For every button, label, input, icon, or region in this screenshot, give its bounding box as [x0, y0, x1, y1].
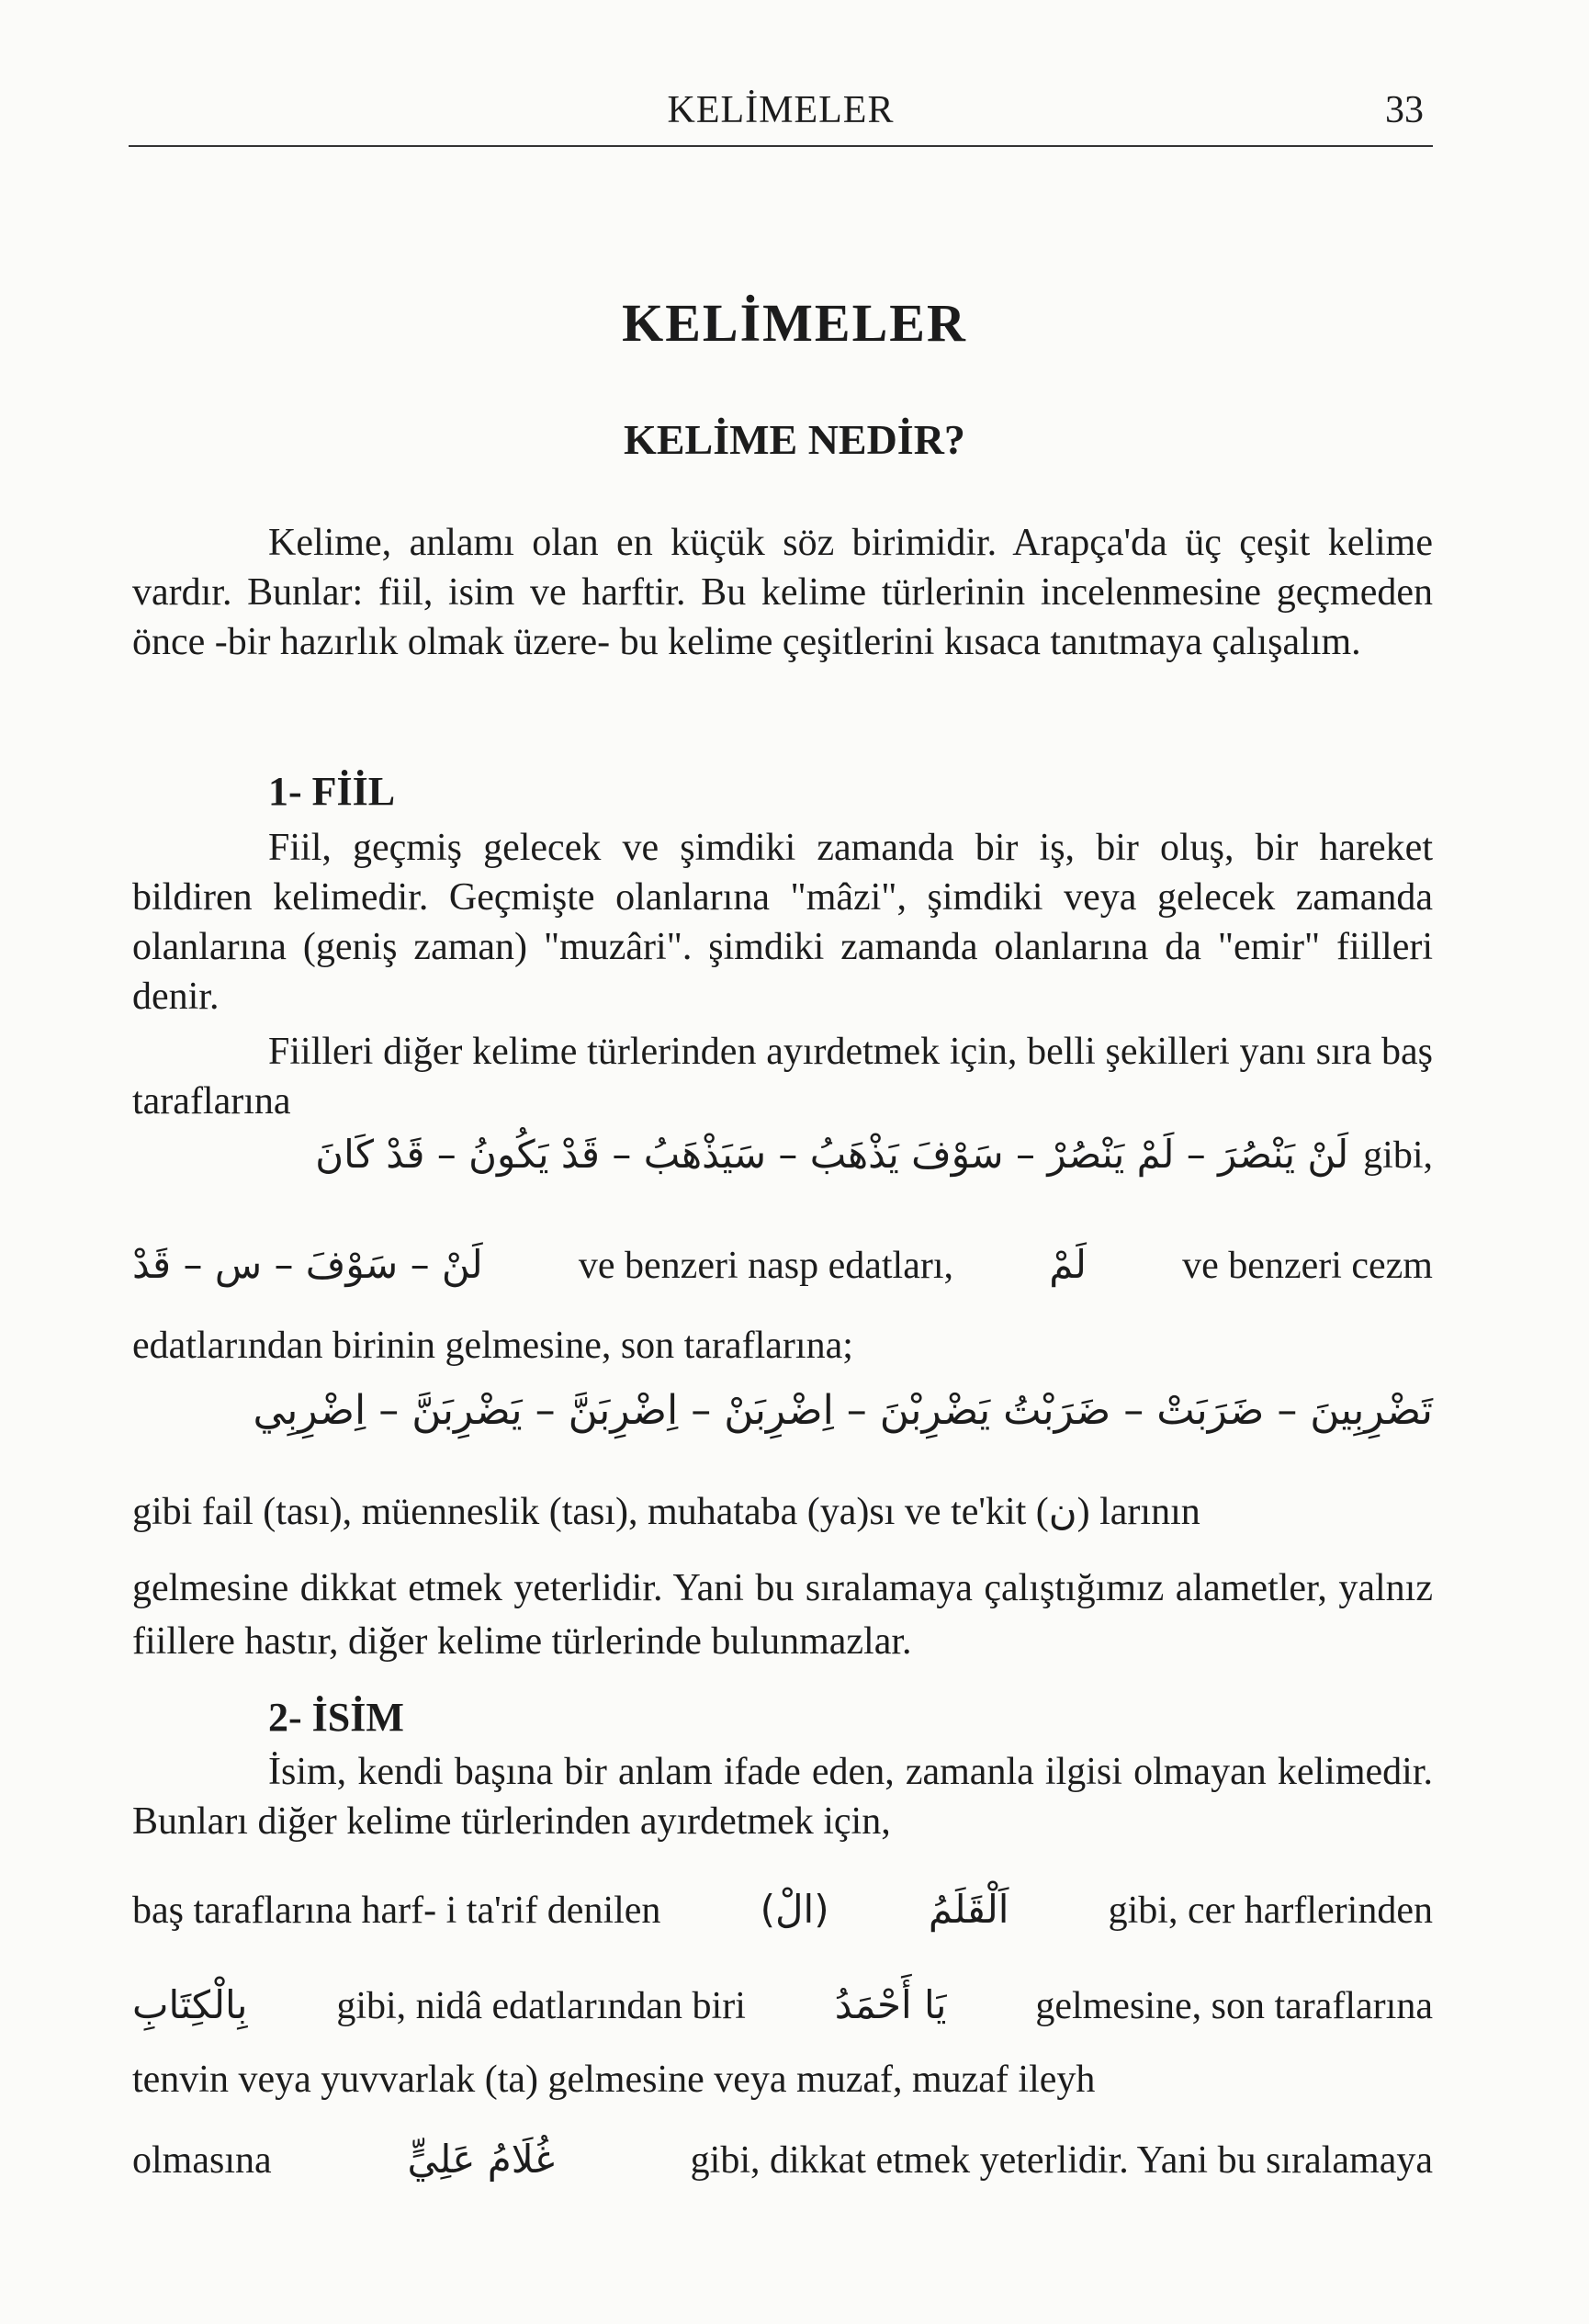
isim-line-5	[132, 2058, 1433, 2102]
nasp-text: ve benzeri nasp edatları,	[578, 1245, 954, 1287]
fiil-paragraph-2: Fiilleri diğer kelime türlerinden ayırdetmek için, belli şekilleri yanı sıra baş taraflarına	[132, 1031, 1433, 1123]
fiil-paragraph-3-line	[132, 1488, 1433, 1534]
arabic-gulamu-aliyyin: غُلَامُ عَلِيٍّ	[407, 2137, 555, 2182]
fiil-paragraph-3: gelmesine dikkat etmek yeterlidir. Yani bu sıralamaya çalıştığımız alametler, yalnız fiillere hastır, diğer kelime türlerinde bulunmazlar.	[132, 1567, 1433, 1663]
olmasina-text: olmasına	[132, 2139, 272, 2182]
arabic-example-2: لَنْ – سَوْفَ – س – قَدْ	[132, 1242, 483, 1287]
harf-text: baş taraflarına harf- i ta'rif denilen	[132, 1890, 661, 1932]
arabic-lam: لَمْ	[1049, 1242, 1087, 1287]
intro-paragraph: Kelime, anlamı olan en küçük söz birimidir. Arapça'da üç çeşit kelime vardır. Bunlar: fiil, isim ve harftir. Bu kelime türlerinin incelenmesine geçmeden önce -bir hazırlık olmak üzere- bu kelime çeşitlerini kısaca tanıtmaya çalışalım.	[132, 522, 1433, 663]
arabic-example-1: لَنْ يَنْصُرَ – لَمْ يَنْصُرْ – سَوْفَ يَذْهَبُ – سَيَذْهَبُ – قَدْ يَكُونُ – قَدْ كَانَ	[315, 1132, 1349, 1177]
arabic-example-line-1	[132, 1132, 1433, 1178]
chapter-title: KELİMELER	[622, 293, 967, 353]
fiil-line-3: edatlarından birinin gelmesine, son taraflarına;	[132, 1325, 853, 1367]
nida-text: gibi, nidâ edatlarından biri	[336, 1985, 746, 2027]
larinin-text: ) larının	[1076, 1491, 1200, 1533]
arabic-nun: ن	[1048, 1488, 1077, 1533]
dikkat-text: gibi, dikkat etmek yeterlidir. Yani bu sıralamaya	[690, 2139, 1433, 2182]
arabic-example-3: تَضْرِبِينَ – ضَرَبَتْ – ضَرَبْتُ يَضْرِبْنَ – اِضْرِبَنْ – اِضْرِبَنَّ – يَضْرِبَنَّ – اِضْرِبِي	[253, 1387, 1433, 1434]
tenvin-text: tenvin veya yuvvarlak (ta) gelmesine veya muzaf, muzaf ileyh	[132, 2059, 1096, 2101]
running-header	[129, 88, 1433, 147]
arabic-alkalem: اَلْقَلَمُ	[928, 1887, 1009, 1932]
arabic-ya-ahmedu: يَا أَحْمَدُ	[834, 1982, 947, 2027]
arabic-al: (الْ)	[760, 1887, 829, 1932]
isim-heading: 2- İSİM	[268, 1695, 404, 1740]
gelmesine-text: gelmesine, son taraflarına	[1035, 1985, 1433, 2027]
fail-text: gibi fail (tası), müenneslik (tası), muhataba (ya)sı ve te'kit (	[132, 1491, 1049, 1533]
cer-text: gibi, cer harflerinden	[1108, 1890, 1433, 1932]
fiil-paragraph-1: Fiil, geçmiş gelecek ve şimdiki zamanda bir iş, bir oluş, bir hareket bildiren kelimedir. Geçmişte olanlarına "mâzi", şimdiki veya gelecek zamanda olanlarına (geniş zaman) "muzâri". şimdiki zamanda olanlarına da "emir" fiilleri denir.	[132, 827, 1433, 1018]
arabic-bilkitabi: بِالْكِتَابِ	[132, 1982, 248, 2027]
isim-line-3	[132, 1887, 1433, 1933]
isim-paragraph-1: İsim, kendi başına bir anlam ifade eden, zamanla ilgisi olmayan kelimedir. Bunları diğer kelime türlerinden ayırdetmek için,	[132, 1751, 1433, 1843]
section-title: KELİME NEDİR?	[624, 416, 965, 463]
page-number: 33	[1385, 89, 1424, 131]
nasp-line	[132, 1242, 1433, 1288]
isim-line-6	[132, 2137, 1433, 2183]
isim-line-4	[132, 1982, 1433, 2028]
gibi-text: gibi,	[1363, 1134, 1433, 1177]
running-title: KELİMELER	[667, 89, 895, 131]
cezm-text: ve benzeri cezm	[1182, 1245, 1433, 1287]
fiil-heading: 1- FİİL	[268, 769, 396, 814]
